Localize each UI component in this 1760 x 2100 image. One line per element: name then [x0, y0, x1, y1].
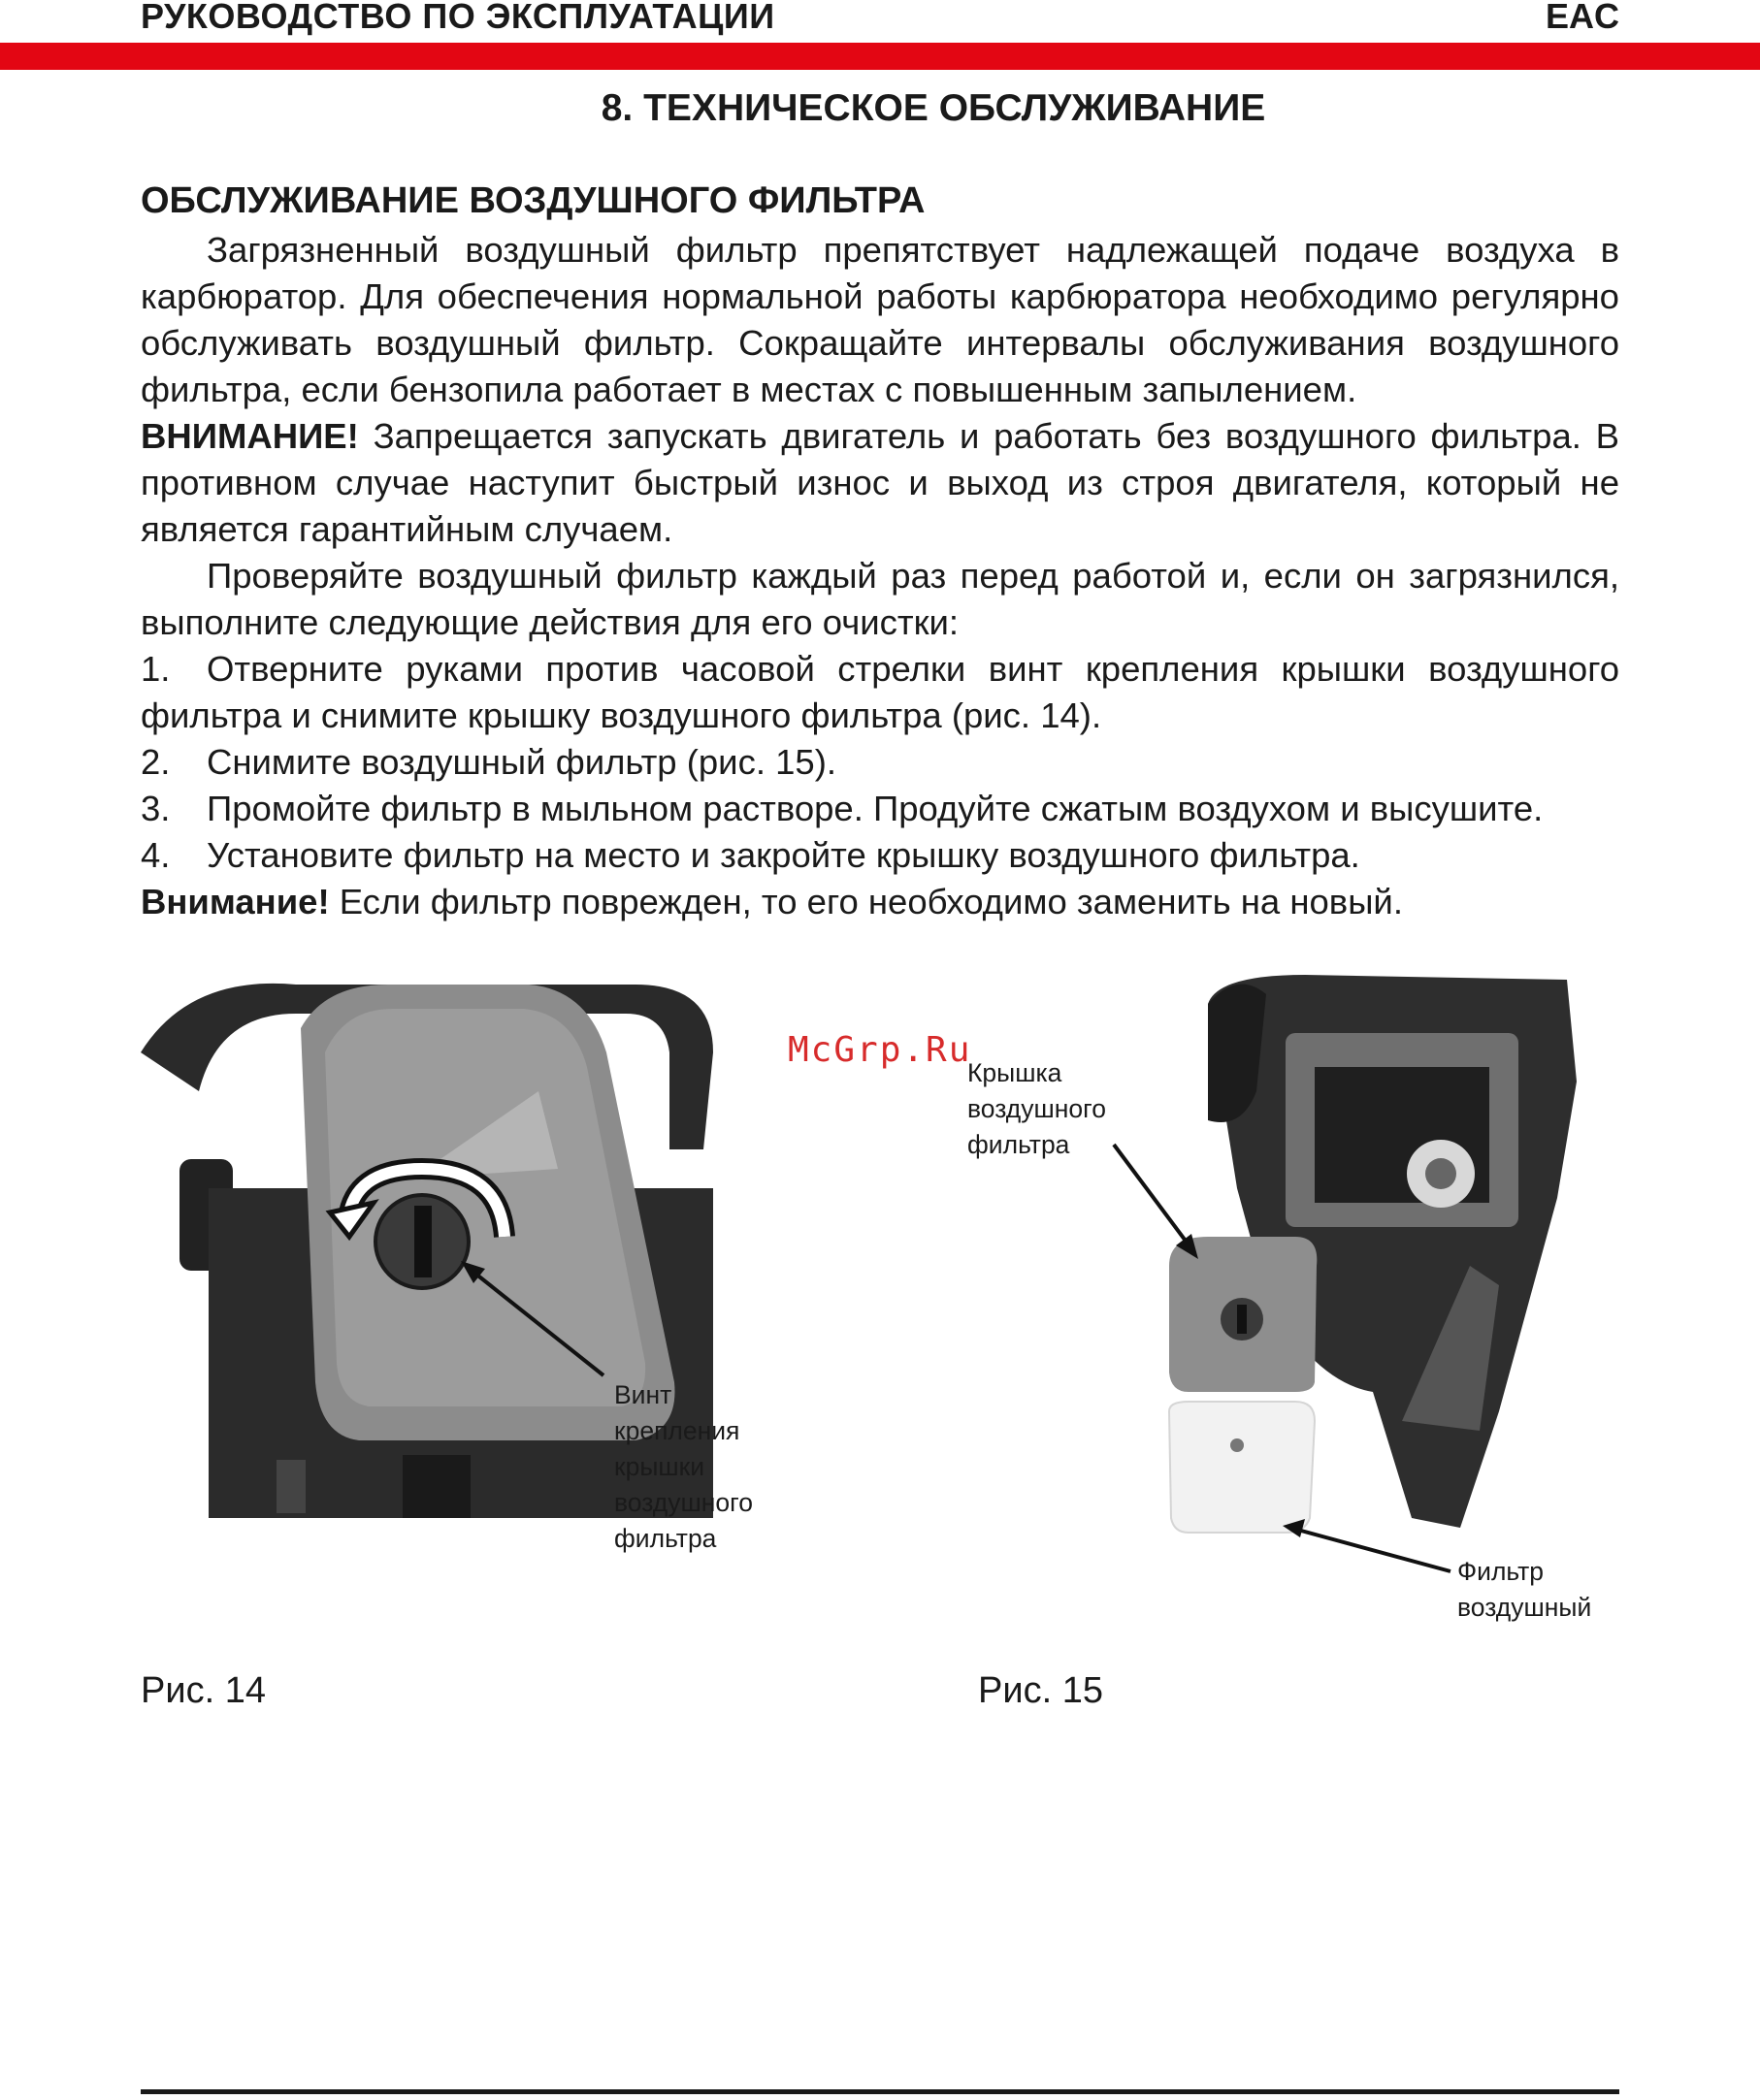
figure-15-photo — [1150, 975, 1591, 1537]
watermark: McGrp.Ru — [788, 1030, 972, 1070]
step-1 — [141, 646, 1619, 739]
subsection-title: ОБСЛУЖИВАНИЕ ВОЗДУШНОГО ФИЛЬТРА — [141, 180, 926, 221]
step-2 — [141, 739, 1619, 786]
removed-filter — [1169, 1402, 1315, 1533]
fig14-caption — [614, 1377, 753, 1557]
warning-2-label: Внимание! — [141, 882, 330, 921]
warning-label: ВНИМАНИЕ! — [141, 416, 359, 456]
caption-line: фильтра — [614, 1524, 717, 1553]
step-number: 4. — [141, 835, 171, 875]
step-text: Отверните руками против часовой стрелки винт крепления крышки воздушного фильтра и снимите крышку воздушного фильтра (рис. 14). — [141, 649, 1619, 735]
caption-line: воздушного — [614, 1488, 753, 1517]
header-red-bar — [0, 43, 1760, 70]
caption-line: воздушный — [1457, 1593, 1592, 1622]
step-text: Промойте фильтр в мыльном растворе. Продуйте сжатым воздухом и высушите. — [207, 789, 1544, 828]
caption-line: крышки — [614, 1452, 705, 1481]
step-text: Установите фильтр на место и закройте крышку воздушного фильтра. — [207, 835, 1360, 875]
caption-line: Фильтр — [1457, 1557, 1545, 1586]
caption-line: Винт — [614, 1380, 672, 1409]
fig15-cover-caption — [967, 1055, 1106, 1163]
figure-14-label: Рис. 14 — [141, 1670, 266, 1711]
step-number: 1. — [141, 649, 171, 689]
fig15-filter-caption — [1457, 1554, 1591, 1626]
caption-line: крепления — [614, 1416, 740, 1445]
body-text — [141, 227, 1619, 925]
caption-line: фильтра — [967, 1130, 1070, 1159]
bottom-rule — [141, 2089, 1619, 2094]
step-text: Снимите воздушный фильтр (рис. 15). — [207, 742, 836, 782]
paragraph-1: Загрязненный воздушный фильтр препятствует надлежащей подаче воздуха в карбюратор. Для обеспечения нормальной работы карбюратора необходимо регулярно обслуживать воздушный фильтр. Сокращайте интервалы обслуживания воздушного фильтра, если бензопила работает в местах с повышенным запылением. — [141, 230, 1619, 409]
step-4 — [141, 832, 1619, 879]
section-title: 8. ТЕХНИЧЕСКОЕ ОБСЛУЖИВАНИЕ — [601, 87, 1266, 129]
step-3 — [141, 786, 1619, 832]
warning-2-paragraph — [141, 879, 1619, 925]
caption-line: Крышка — [967, 1058, 1062, 1087]
eac-mark: EAC — [1545, 0, 1619, 36]
step-number: 3. — [141, 789, 171, 828]
header-title: РУКОВОДСТВО ПО ЭКСПЛУАТАЦИИ — [141, 0, 775, 36]
warning-paragraph — [141, 413, 1619, 553]
knob-slot — [414, 1206, 432, 1277]
warning-2-text: Если фильтр поврежден, то его необходимо заменить на новый. — [329, 882, 1403, 921]
paragraph-2: Проверяйте воздушный фильтр каждый раз перед работой и, если он загрязнился, выполните следующие действия для его очистки: — [141, 556, 1619, 642]
step-number: 2. — [141, 742, 171, 782]
caption-line: воздушного — [967, 1094, 1106, 1123]
figure-15-label: Рис. 15 — [978, 1670, 1103, 1711]
warning-text: Запрещается запускать двигатель и работать без воздушного фильтра. В противном случае наступит быстрый износ и выход из строя двигателя, который не является гарантийным случаем. — [141, 416, 1619, 549]
